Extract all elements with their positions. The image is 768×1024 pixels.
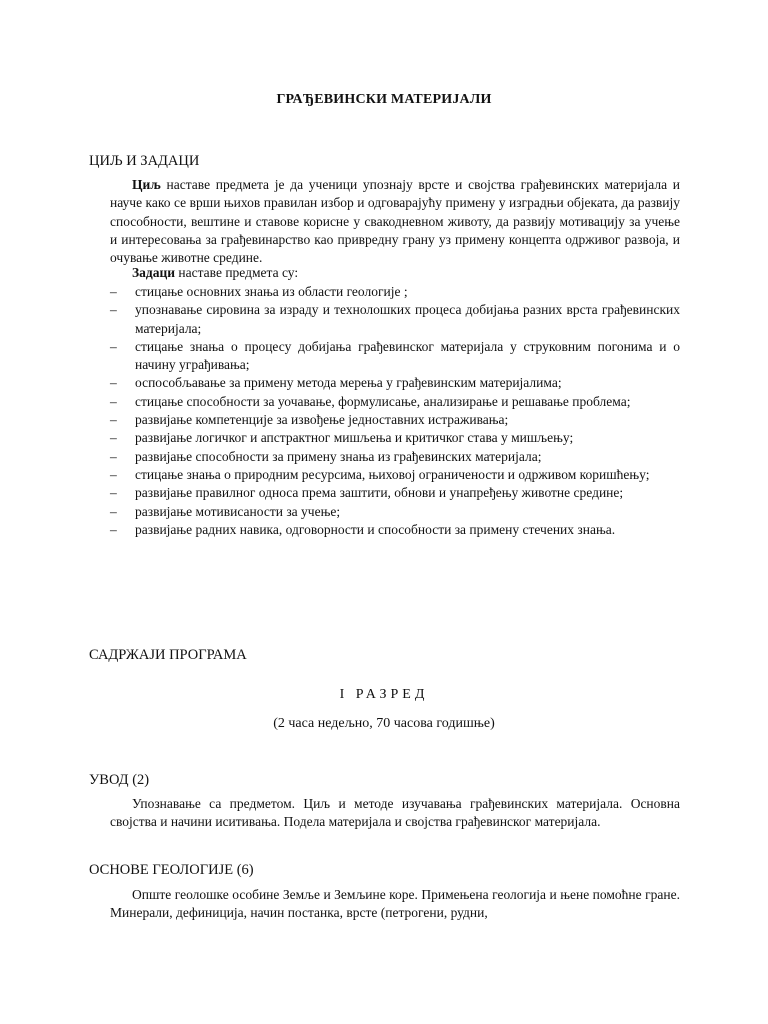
goal-paragraph	[110, 176, 680, 267]
program-heading: САДРЖАЈИ ПРОГРАМА	[89, 647, 247, 663]
tasks-term: Задаци	[132, 265, 176, 280]
tasks-intro-text: наставе предмета су:	[175, 265, 299, 280]
list-item: – развијање компетенције за извођење једноставних истраживања;	[110, 411, 680, 429]
geology-heading: ОСНОВЕ ГЕОЛОГИЈЕ (6)	[89, 862, 254, 878]
document-title: ГРАЂЕВИНСКИ МАТЕРИЈАЛИ	[276, 92, 492, 107]
intro-heading: УВОД (2)	[89, 772, 150, 788]
goal-text: наставе предмета је да ученици упознају врсте и својства грађевинских материјала и науче како се врши њихов правилан избор и одговарајућу примену у изградњи објеката, да развију способности, вештине и ставове корисне у свакодневном животу, да развију мотивацију за учење и интересовања за грађевинарство као привредну грану уз примену концепта одрживог развоја, и очување животне средине.	[110, 177, 680, 266]
list-item: – развијање правилног односа према заштити, обнови и унапређењу животне средине;	[110, 484, 680, 502]
list-item: – стицање знања о природним ресурсима, њиховој ограничености и одрживом коришћењу;	[110, 466, 680, 484]
list-item: – развијање способности за примену знања из грађевинских материјала;	[110, 448, 680, 466]
goals-heading: ЦИЉ И ЗАДАЦИ	[89, 153, 200, 169]
list-item: – развијање логичког и апстрактног мишљења и критичког става у мишљењу;	[110, 429, 680, 447]
goal-term: Циљ	[132, 177, 161, 192]
list-item: – стицање основних знања из области геологије ;	[110, 283, 680, 301]
list-item: – упознавање сировина за израду и технолошких процеса добијања разних врста грађевинских материјала;	[110, 301, 680, 338]
grade-heading: I РАЗРЕД	[339, 687, 429, 702]
intro-paragraph: Упознавање са предметом. Циљ и методе изучавања грађевинских материјала. Основна својства и начини иситивања. Подела материјала и својства грађевинског материјала.	[110, 796, 680, 830]
tasks-intro	[132, 265, 298, 281]
list-item: – стицање способности за уочавање, формулисање, анализирање и решавање проблема;	[110, 393, 680, 411]
list-item: – стицање знања о процесу добијања грађевинског материјала у струковним погонима и о начину уграђивања;	[110, 338, 680, 375]
list-item: – развијање мотивисаности за учење;	[110, 503, 680, 521]
geology-paragraph: Опште геолошке особине Земље и Земљине коре. Примењена геологија и њене помоћне гране. Минерали, дефиниција, начин постанка, врсте (петрогени, рудни,	[110, 887, 680, 921]
hours-note: (2 часа недељно, 70 часова годишње)	[273, 716, 495, 731]
tasks-list	[110, 283, 680, 539]
list-item: – оспособљавање за примену метода мерења у грађевинским материјалима;	[110, 374, 680, 392]
list-item: – развијање радних навика, одговорности и способности за примену стечених знања.	[110, 521, 680, 539]
